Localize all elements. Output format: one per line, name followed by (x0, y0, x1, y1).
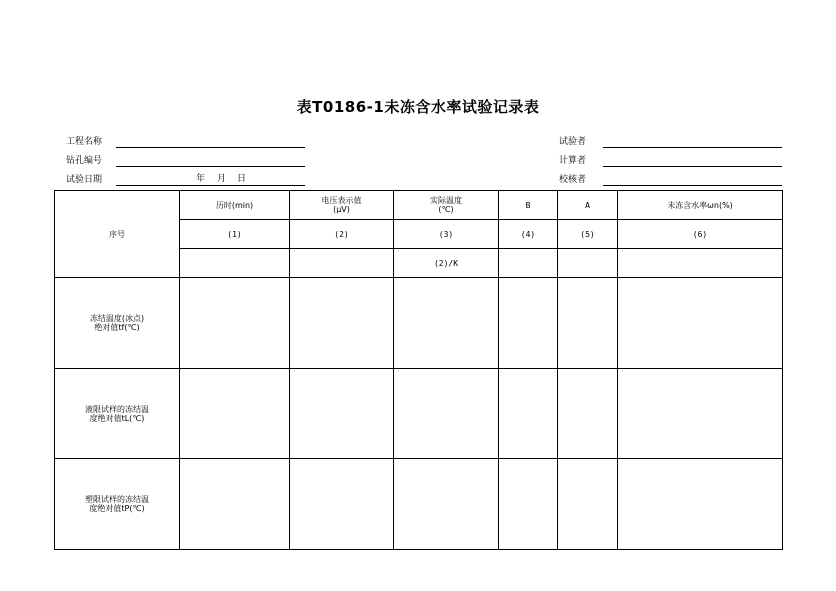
borehole-no-field[interactable] (116, 166, 305, 167)
formula-cell-1[interactable] (180, 249, 290, 278)
form-title: 表T0186-1未冻含水率试验记录表 (296, 98, 540, 116)
row-label-freezing-temp: 冻结温度(冰点) 绝对值tf(℃) (55, 278, 180, 369)
date-year-label: 年 (196, 174, 206, 184)
formula-cell-4[interactable] (499, 249, 558, 278)
calculator-field[interactable] (603, 166, 782, 167)
data-cell[interactable] (499, 459, 558, 550)
borehole-no-label: 钻孔编号 (66, 156, 103, 166)
project-name-label: 工程名称 (66, 137, 103, 147)
seq-header: 序号 (55, 191, 180, 278)
formula-cell-5[interactable] (558, 249, 618, 278)
row-label-plastic-limit: 塑限试样的冻结温 度绝对值tP(℃) (55, 459, 180, 550)
data-cell[interactable] (180, 459, 290, 550)
test-date-field[interactable] (116, 185, 305, 186)
col-header-unfrozen-water: 未冻含水率ωn(%) (618, 191, 783, 220)
date-month-label: 月 (217, 174, 227, 184)
record-table (54, 190, 783, 550)
col-number-3: (3) (394, 220, 499, 249)
data-cell[interactable] (290, 368, 394, 459)
data-cell[interactable] (180, 368, 290, 459)
col-number-1: (1) (180, 220, 290, 249)
calculator-label: 计算者 (559, 156, 587, 166)
col-header-a: A (558, 191, 618, 220)
data-cell[interactable] (618, 459, 783, 550)
col-number-4: (4) (499, 220, 558, 249)
row-label-liquid-limit: 液限试样的冻结温 度绝对值tL(℃) (55, 368, 180, 459)
col-header-voltage: 电压表示值 (μV) (290, 191, 394, 220)
table-row (55, 368, 783, 459)
checker-field[interactable] (603, 185, 782, 186)
date-day-label: 日 (237, 174, 247, 184)
project-name-field[interactable] (116, 147, 305, 148)
col-header-b: B (499, 191, 558, 220)
tester-label: 试验者 (559, 137, 587, 147)
col-number-5: (5) (558, 220, 618, 249)
data-cell[interactable] (394, 278, 499, 369)
data-cell[interactable] (499, 368, 558, 459)
data-cell[interactable] (290, 278, 394, 369)
col-header-duration: 历时(min) (180, 191, 290, 220)
data-cell[interactable] (618, 278, 783, 369)
data-cell[interactable] (394, 368, 499, 459)
col-number-2: (2) (290, 220, 394, 249)
col-header-temperature: 实际温度 (℃) (394, 191, 499, 220)
col-number-6: (6) (618, 220, 783, 249)
checker-label: 校核者 (559, 175, 587, 185)
formula-cell-6[interactable] (618, 249, 783, 278)
table-row (55, 459, 783, 550)
data-cell[interactable] (394, 459, 499, 550)
test-date-label: 试验日期 (66, 175, 103, 185)
data-cell[interactable] (558, 459, 618, 550)
data-cell[interactable] (499, 278, 558, 369)
formula-cell-2[interactable] (290, 249, 394, 278)
tester-field[interactable] (603, 147, 782, 148)
data-cell[interactable] (180, 278, 290, 369)
data-cell[interactable] (290, 459, 394, 550)
data-cell[interactable] (558, 278, 618, 369)
data-cell[interactable] (618, 368, 783, 459)
table-row (55, 278, 783, 369)
data-cell[interactable] (558, 368, 618, 459)
formula-cell-3: (2)/K (394, 249, 499, 278)
